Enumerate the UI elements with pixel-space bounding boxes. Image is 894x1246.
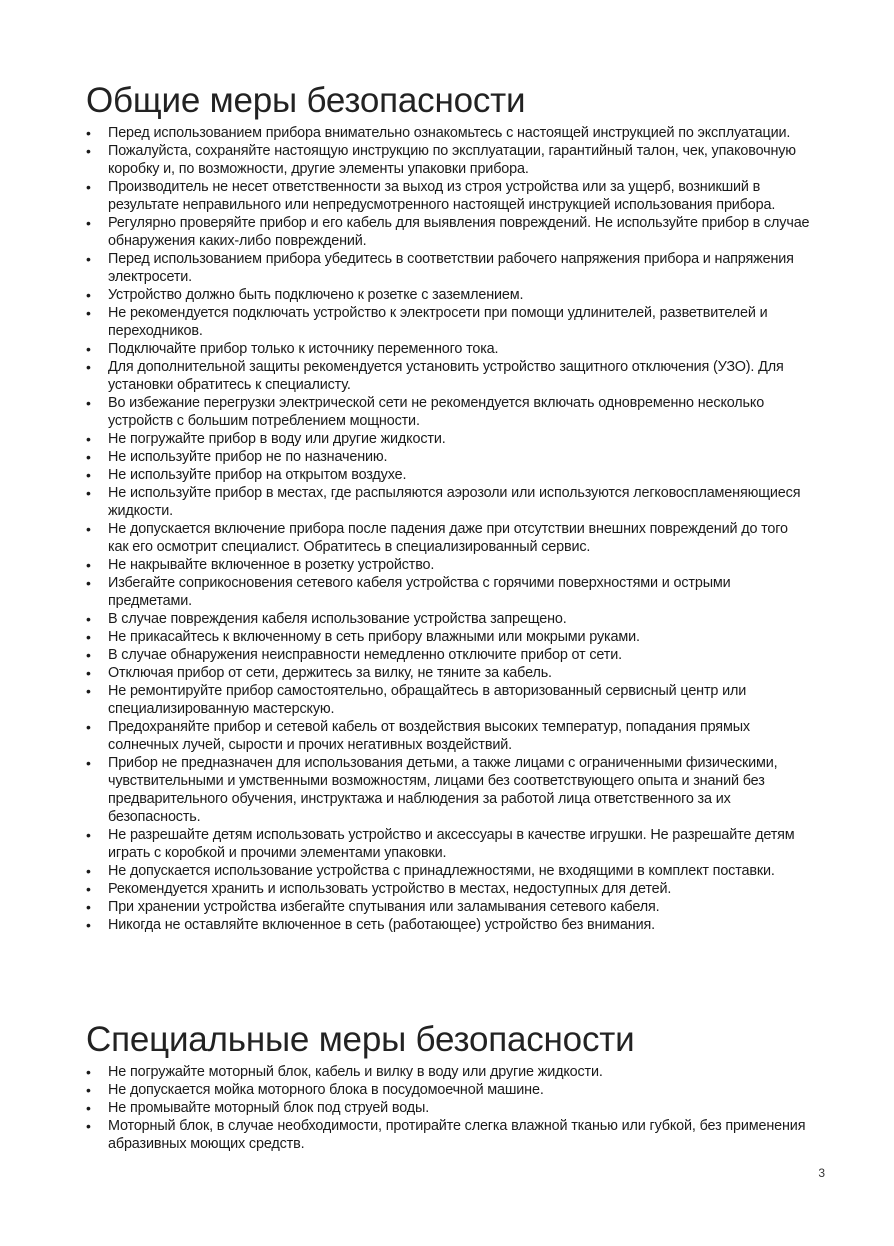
list-item: • В случае повреждения кабеля использование устройства запрещено.: [86, 610, 811, 628]
list-item: • Рекомендуется хранить и использовать устройство в местах, недоступных для детей.: [86, 880, 811, 898]
list-item: • Не используйте прибор на открытом воздухе.: [86, 466, 811, 484]
list-item: • При хранении устройства избегайте спутывания или заламывания сетевого кабеля.: [86, 898, 811, 916]
list-item: • Не используйте прибор не по назначению.: [86, 448, 811, 466]
list-item: • Не накрывайте включенное в розетку устройство.: [86, 556, 811, 574]
list-item: • Устройство должно быть подключено к розетке с заземлением.: [86, 286, 811, 304]
list-item: • Регулярно проверяйте прибор и его кабель для выявления повреждений. Не используйте прибор в случае обнаружения каких-либо повреждений.: [86, 214, 811, 250]
list-item: • Избегайте соприкосновения сетевого кабеля устройства с горячими поверхностями и острыми предметами.: [86, 574, 811, 610]
list-item: • Перед использованием прибора внимательно ознакомьтесь с настоящей инструкцией по эксплуатации.: [86, 124, 811, 142]
list-item: • Не допускается использование устройства с принадлежностями, не входящими в комплект поставки.: [86, 862, 811, 880]
page-number: 3: [818, 1166, 825, 1180]
list-item: • Не допускается мойка моторного блока в посудомоечной машине.: [86, 1081, 811, 1099]
list-item: • Никогда не оставляйте включенное в сеть (работающее) устройство без внимания.: [86, 916, 811, 934]
list-item: • Не ремонтируйте прибор самостоятельно, обращайтесь в авторизованный сервисный центр или специализированную мастерскую.: [86, 682, 811, 718]
list-item: • Подключайте прибор только к источнику переменного тока.: [86, 340, 811, 358]
list-item: • Не прикасайтесь к включенному в сеть прибору влажными или мокрыми руками.: [86, 628, 811, 646]
list-item: • Моторный блок, в случае необходимости, протирайте слегка влажной тканью или губкой, без применения абразивных моющих средств.: [86, 1117, 811, 1153]
list-item: • Не используйте прибор в местах, где распыляются аэрозоли или используются легковоспламеняющиеся жидкости.: [86, 484, 811, 520]
list-item: • Не допускается включение прибора после падения даже при отсутствии внешних повреждений до того как его осмотрит специалист. Обратитесь в специализированный сервис.: [86, 520, 811, 556]
general-safety-list: [86, 124, 811, 934]
special-safety-heading: Специальные меры безопасности: [86, 1020, 635, 1059]
list-item: • Не рекомендуется подключать устройство к электросети при помощи удлинителей, разветвителей и переходников.: [86, 304, 811, 340]
list-item: • Для дополнительной защиты рекомендуется установить устройство защитного отключения (УЗО). Для установки обратитесь к специалисту.: [86, 358, 811, 394]
list-item: • Отключая прибор от сети, держитесь за вилку, не тяните за кабель.: [86, 664, 811, 682]
list-item: • Не промывайте моторный блок под струей воды.: [86, 1099, 811, 1117]
general-safety-heading: Общие меры безопасности: [86, 81, 526, 120]
list-item: • В случае обнаружения неисправности немедленно отключите прибор от сети.: [86, 646, 811, 664]
list-item: • Перед использованием прибора убедитесь в соответствии рабочего напряжения прибора и напряжения электросети.: [86, 250, 811, 286]
special-safety-list: [86, 1063, 811, 1153]
list-item: • Не разрешайте детям использовать устройство и аксессуары в качестве игрушки. Не разрешайте детям играть с коробкой и прочими элементами упаковки.: [86, 826, 811, 862]
list-item: • Пожалуйста, сохраняйте настоящую инструкцию по эксплуатации, гарантийный талон, чек, упаковочную коробку и, по возможности, другие элементы упаковки прибора.: [86, 142, 811, 178]
list-item: • Производитель не несет ответственности за выход из строя устройства или за ущерб, возникший в результате неправильного или непредусмотренного настоящей инструкцией использования прибора.: [86, 178, 811, 214]
list-item: • Не погружайте прибор в воду или другие жидкости.: [86, 430, 811, 448]
list-item: • Не погружайте моторный блок, кабель и вилку в воду или другие жидкости.: [86, 1063, 811, 1081]
list-item: • Во избежание перегрузки электрической сети не рекомендуется включать одновременно несколько устройств с большим потреблением мощности.: [86, 394, 811, 430]
list-item: • Прибор не предназначен для использования детьми, а также лицами с ограниченными физическими, чувствительными и умственными возможностям, лицами без соответствующего опыта и знаний без предварительного обучения, инструктажа и наблюдения за работой лица ответственного за их безопасность.: [86, 754, 811, 826]
list-item: • Предохраняйте прибор и сетевой кабель от воздействия высоких температур, попадания прямых солнечных лучей, сырости и прочих негативных воздействий.: [86, 718, 811, 754]
